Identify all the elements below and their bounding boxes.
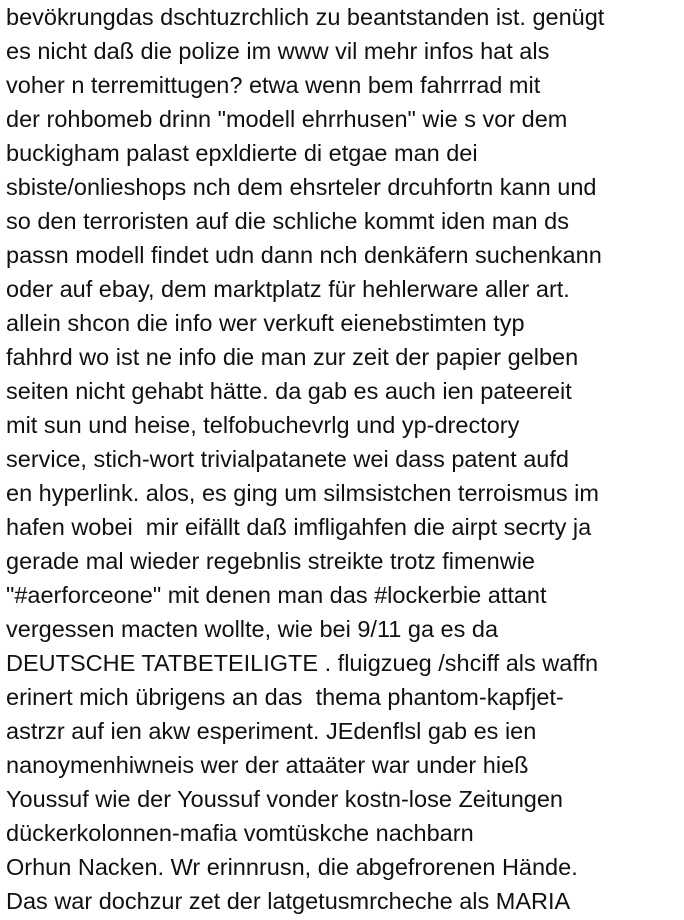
text-line: Das war dochzur zet der latgetusmrcheche als MARIA xyxy=(6,888,571,914)
text-line: vergessen macten wollte, wie bei 9/11 ga es da xyxy=(6,616,499,642)
text-line: seiten nicht gehabt hätte. da gab es auch ien pateereit xyxy=(6,378,572,404)
text-line: bevökrungdas dschtuzrchlich zu beantstanden ist. genügt xyxy=(6,4,605,30)
text-line: so den terroristen auf die schliche kommt iden man ds xyxy=(6,208,569,234)
text-line: Orhun Nacken. Wr erinnrusn, die abgefrorenen Hände. xyxy=(6,854,578,880)
text-line: service, stich-wort trivialpatanete wei dass patent aufd xyxy=(6,446,569,472)
text-line: dückerkolonnen-mafia vomtüskche nachbarn xyxy=(6,820,474,846)
text-line: Youssuf wie der Youssuf vonder kostn-lose Zeitungen xyxy=(6,786,563,812)
text-line: sbiste/onlieshops nch dem ehsrteler drcuhfortn kann und xyxy=(6,174,597,200)
text-line: astrzr auf ien akw esperiment. JEdenflsl gab es ien xyxy=(6,718,537,744)
text-line: allein shcon die info wer verkuft eienebstimten typ xyxy=(6,310,525,336)
text-line: fahhrd wo ist ne info die man zur zeit der papier gelben xyxy=(6,344,579,370)
text-line: erinert mich übrigens an das thema phantom-kapfjet- xyxy=(6,684,564,710)
text-line: en hyperlink. alos, es ging um silmsistchen terroismus im xyxy=(6,480,599,506)
text-line: nanoymenhiwneis wer der attaäter war under hieß xyxy=(6,752,529,778)
text-line: buckigham palast epxldierte di etgae man dei xyxy=(6,140,478,166)
text-line: voher n terremittugen? etwa wenn bem fahrrrad mit xyxy=(6,72,541,98)
text-line: hafen wobei mir eifällt daß imfligahfen die airpt secrty ja xyxy=(6,514,592,540)
text-line: mit sun und heise, telfobuchevrlg und yp-drectory xyxy=(6,412,520,438)
text-line: gerade mal wieder regebnlis streikte trotz fimenwie xyxy=(6,548,535,574)
document-page xyxy=(6,0,682,920)
text-line: es nicht daß die polize im www vil mehr infos hat als xyxy=(6,38,550,64)
text-line: der rohbomeb drinn "modell ehrrhusen" wie s vor dem xyxy=(6,106,568,132)
text-line: oder auf ebay, dem marktplatz für hehlerware aller art. xyxy=(6,276,570,302)
text-line: passn modell findet udn dann nch denkäfern suchenkann xyxy=(6,242,602,268)
text-line: "#aerforceone" mit denen man das #lockerbie attant xyxy=(6,582,547,608)
text-line: DEUTSCHE TATBETEILIGTE . fluigzueg /shciff als waffn xyxy=(6,650,599,676)
